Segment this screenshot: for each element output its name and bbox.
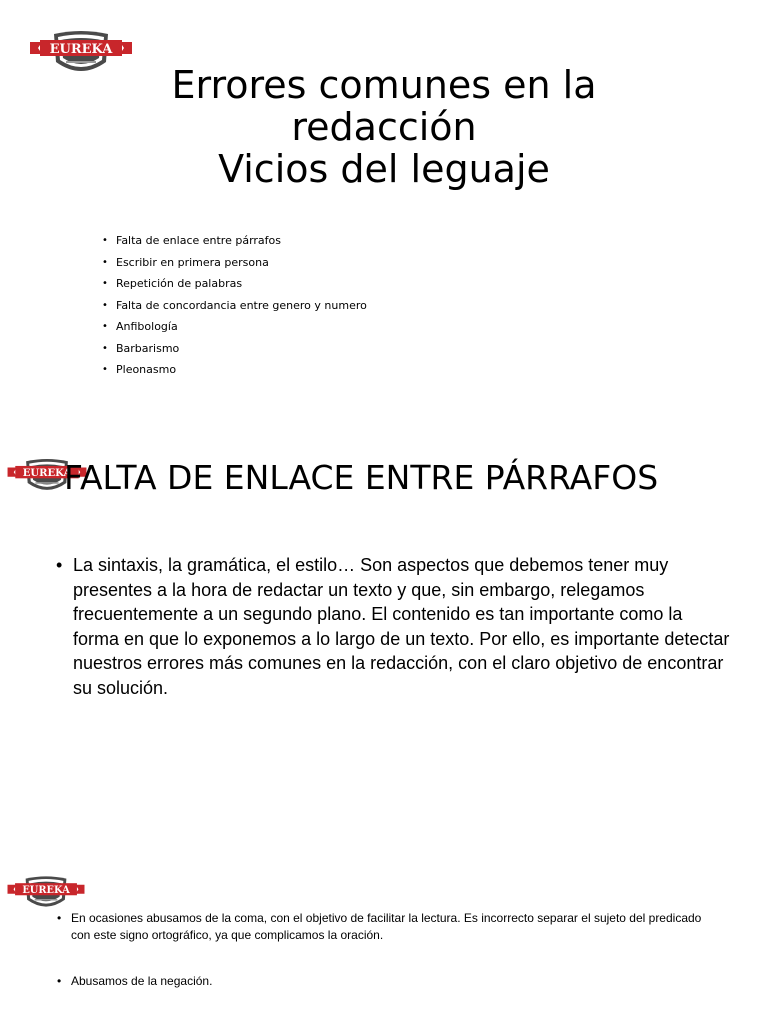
topic-item: • Barbarismo	[100, 338, 367, 360]
main-title-line-1: Errores comunes en la	[171, 63, 597, 107]
eureka-logo	[6, 874, 86, 912]
logo-text: EUREKA	[49, 42, 113, 57]
bullet-marker: •	[56, 555, 63, 575]
topic-item: • Anfibología	[100, 316, 367, 338]
slide-1	[0, 0, 768, 400]
topic-item: • Escribir en primera persona	[100, 252, 367, 274]
body-paragraph	[56, 553, 733, 700]
main-title	[84, 64, 684, 190]
detail-item: • En ocasiones abusamos de la coma, con el objetivo de facilitar la lectura. Es incorrecto separar el sujeto del predicado con este signo ortográfico, ya que complicamos la oración.	[56, 910, 712, 944]
detail-list	[56, 910, 712, 990]
logo-text: EUREKA	[22, 468, 72, 479]
main-title-line-2: redacción	[291, 105, 477, 149]
logo-text: EUREKA	[22, 885, 70, 896]
topic-item: • Repetición de palabras	[100, 273, 367, 295]
section-title: FALTA DE ENLACE ENTRE PÁRRAFOS	[64, 458, 659, 497]
main-title-line-3: Vicios del leguaje	[218, 147, 550, 191]
topic-item: • Falta de concordancia entre genero y numero	[100, 295, 367, 317]
topic-list	[100, 230, 367, 381]
topic-item: • Pleonasmo	[100, 359, 367, 381]
paragraph-text: La sintaxis, la gramática, el estilo… Son aspectos que debemos tener muy presentes a la hora de redactar un texto y que, sin embargo, relegamos frecuentemente a un segundo plano. El contenido es tan importante como la forma en que lo exponemos a lo largo de un texto. Por ello, es importante detectar nuestros errores más comunes en la redacción, con el claro objetivo de encontrar su solución.	[73, 555, 730, 698]
topic-item: • Falta de enlace entre párrafos	[100, 230, 367, 252]
detail-item: • Abusamos de la negación.	[56, 973, 712, 990]
